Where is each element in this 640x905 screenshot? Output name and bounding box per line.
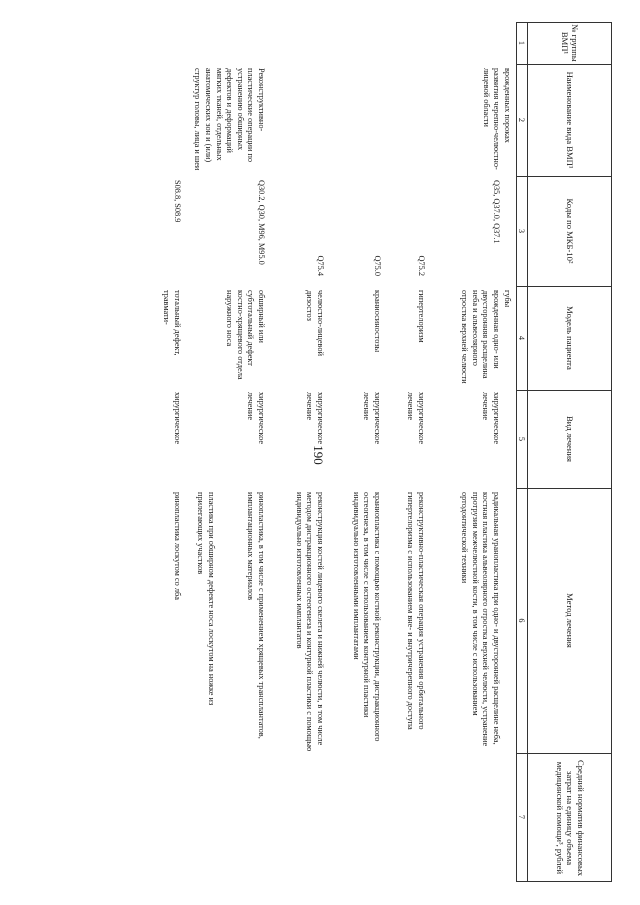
column-number: 5 [517, 436, 526, 442]
header-treatment-method: Метод лечения [565, 593, 576, 648]
table-cell-treatment-type: хирургическое лечение [305, 392, 325, 445]
table-cell-treatment-method: пластика при обширном дефекте носа лоскутом на ножке из прилегающих участков [196, 492, 216, 706]
header-vmp-name: Наименование вида ВМП¹ [565, 71, 576, 169]
column-divider [516, 390, 612, 391]
table-cell-treatment-type: хирургическое лечение [406, 392, 426, 445]
table-cell-treatment-method: радикальная уранопластика при одно- и двусторонней расщелине неба, костная пластика альвеолярного отростка верхней челюсти, устранение протрузии межчелюстной кости, в том числе с использованием ортодонтической техники [460, 492, 501, 747]
table-cell-treatment-method: ринопластика лоскутом со лба [173, 492, 182, 600]
table-cell-icd-codes: Q75.0 [373, 255, 382, 276]
table-cell-icd-codes: Q35, Q37.0, Q37.1 [492, 180, 501, 244]
table-cell-treatment-type: хирургическое лечение [246, 392, 266, 445]
column-divider [516, 881, 612, 882]
header-icd-codes: Коды по МКБ-10² [565, 198, 576, 264]
table-cell-patient-model: врожденная одно- или двусторонняя расщелина неба и альвеолярного отростка верхней челюсти [460, 290, 501, 384]
header-average-cost: Средний норматив финансовых затрат на единицу объема медицинской помощи³, рублей [554, 759, 586, 877]
column-number: 3 [517, 228, 526, 234]
table-cell-patient-model: обширный или субтотальный дефект костно-хрящевого отдела наружного носа [225, 290, 266, 380]
header-patient-model: Модель пациента [565, 306, 576, 370]
table-cell-treatment-method: реконструкция костей лицевого скелета и нижней челюсти, в том числе методом дистракционного остеогенеза и контурной пластики с помощью индивидуально изготовленных имплантатов [294, 492, 325, 752]
medical-care-table [52, 22, 612, 882]
rotated-page-content [52, 22, 612, 882]
column-number: 7 [517, 814, 526, 820]
table-cell-treatment-type: хирургическое лечение [362, 392, 382, 445]
column-divider [516, 22, 612, 23]
table-cell-treatment-method: краниопластика с помощью костной реконструкции, дистракционного остеогенеза, в том числе с использованием контурной пластики индивидуально изготовленными имплантатами [351, 492, 382, 742]
table-cell-patient-model: челюстно-лицевой дизостоз [305, 290, 325, 357]
table-cell-patient-model: губы [503, 290, 512, 308]
column-divider [516, 286, 612, 287]
table-cell-patient-model: тотальный дефект, травмати- [162, 290, 182, 356]
column-number: 2 [517, 117, 526, 123]
column-divider [516, 488, 612, 489]
table-cell-icd-codes: S08.8, S08.9 [173, 180, 182, 223]
header-treatment-type: Вид лечения [565, 415, 576, 463]
table-cell-treatment-type: хирургическое лечение [481, 392, 501, 445]
page-number: 190 [311, 445, 326, 465]
column-number: 1 [517, 40, 526, 46]
table-cell-patient-model: гипертелоризм [417, 290, 426, 343]
table-cell-vmp-name: Реконструктивно-пластические операции по устранению обширных дефектов и деформаций мягких тканей, отдельных анатомических зон и (или) структур головы, лица и шеи [193, 68, 266, 171]
column-divider [516, 64, 612, 65]
table-cell-treatment-method: реконструктивно-пластическая операция устранения орбитального гипертелоризма с использованием вне- и внутричерепного доступа [406, 492, 426, 730]
column-divider [516, 753, 612, 754]
table-cell-treatment-type: хирургическое [173, 392, 182, 445]
column-number: 4 [517, 335, 526, 341]
table-cell-icd-codes: Q75.2 [417, 255, 426, 276]
column-divider [516, 176, 612, 177]
table-cell-icd-codes: Q30.2, Q30, M96, M95.0 [257, 180, 266, 265]
table-cell-treatment-method: ринопластика, в том числе с применением хрящевых трансплантатов, имплантационных материалов [246, 492, 266, 739]
header-group-number: № группы ВМП¹ [560, 24, 581, 62]
table-cell-icd-codes: Q75.4 [316, 255, 325, 276]
column-number: 6 [517, 618, 526, 623]
table-cell-patient-model: краниосиностозы [373, 290, 382, 353]
table-cell-vmp-name: врожденных пороках развития черепно-челюстно-лицевой области [481, 68, 512, 170]
